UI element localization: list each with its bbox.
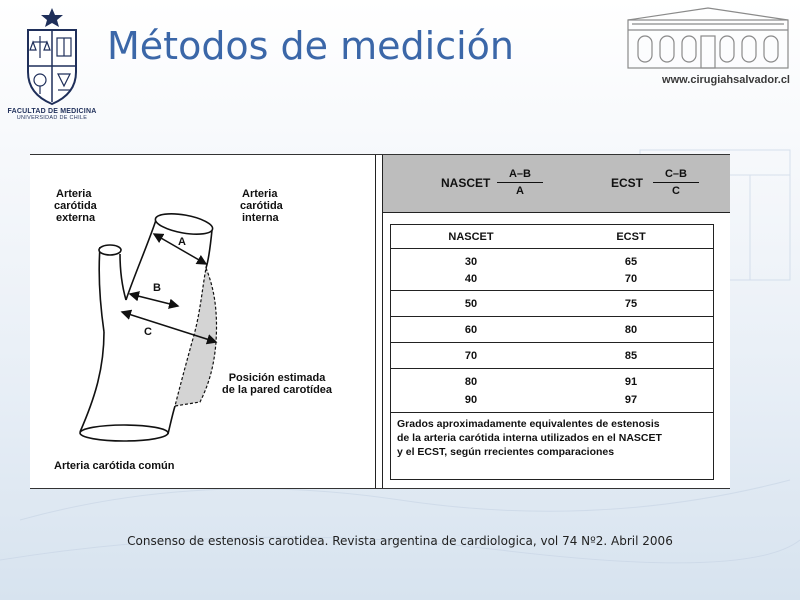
table-row	[391, 291, 713, 317]
common-carotid-artery	[80, 332, 104, 432]
cell-ecst: 97	[624, 394, 638, 406]
carotid-diagram	[30, 154, 376, 489]
citation-text: Consenso de estenosis carotidea. Revista argentina de cardiologica, vol 74 Nº2. Abril 2006	[127, 534, 673, 548]
cell-ecst: 85	[624, 350, 638, 362]
cell-nascet: 80	[464, 376, 478, 388]
university-crest-icon	[20, 6, 84, 106]
cell-nascet: 50	[464, 298, 478, 310]
letter-b: B	[153, 282, 161, 294]
caption-line1: Grados aproximadamente equivalentes de estenosis	[397, 418, 660, 430]
hospital-building-icon	[622, 6, 794, 70]
cell-ecst: 65	[624, 256, 638, 268]
external-carotid-artery	[99, 247, 104, 332]
website-link[interactable]: www.cirugiahsalvador.cl	[662, 74, 790, 86]
cell-nascet: 30	[464, 256, 478, 268]
nascet-fraction	[497, 166, 543, 199]
nascet-denominator: A	[516, 185, 524, 197]
slide-title: Métodos de medición	[107, 24, 514, 68]
ecst-denominator: C	[672, 185, 680, 197]
cell-ecst: 70	[624, 273, 638, 285]
cell-nascet: 90	[464, 394, 478, 406]
header-nascet: NASCET	[448, 231, 494, 243]
cell-nascet: 60	[464, 324, 478, 336]
measure-b-arrow	[130, 294, 178, 306]
letter-a: A	[178, 236, 186, 248]
equivalence-table	[390, 224, 714, 480]
table-caption	[397, 417, 709, 459]
label-wall-line2: de la pared carotídea	[222, 384, 333, 396]
table-row	[391, 369, 713, 413]
plaque-region	[175, 268, 217, 406]
cell-nascet: 70	[464, 350, 478, 362]
table-row	[391, 343, 713, 369]
table-row	[391, 249, 713, 291]
label-internal-line2: carótida	[240, 200, 283, 212]
label-common-carotid: Arteria carótida común	[54, 460, 175, 472]
ecst-numerator: C–B	[653, 166, 699, 183]
label-external-line3: externa	[56, 212, 96, 224]
label-internal-carotid	[240, 188, 283, 224]
letter-c: C	[144, 326, 152, 338]
ecst-formula-name: ECST	[611, 176, 644, 190]
faculty-name: FACULTAD DE MEDICINA	[7, 108, 97, 115]
equivalence-panel	[382, 154, 730, 489]
formula-band	[383, 154, 730, 213]
hospital-logo	[622, 6, 794, 86]
cell-ecst: 75	[624, 298, 638, 310]
label-external-line1: Arteria	[56, 188, 92, 200]
label-wall-line1: Posición estimada	[228, 372, 326, 384]
label-wall-position	[222, 372, 332, 396]
label-internal-line3: interna	[242, 212, 279, 224]
table-header	[391, 225, 713, 249]
nascet-numerator: A–B	[497, 166, 543, 183]
header-ecst: ECST	[616, 231, 646, 243]
figure-panel	[30, 154, 730, 489]
university-logo	[6, 6, 98, 136]
table-row	[391, 317, 713, 343]
cell-ecst: 91	[624, 376, 638, 388]
internal-carotid-artery	[126, 220, 156, 300]
ecst-fraction	[653, 166, 699, 199]
label-internal-line1: Arteria	[242, 188, 278, 200]
cell-ecst: 80	[624, 324, 638, 336]
caption-line3: y el ECST, según rrecientes comparaciones	[397, 446, 615, 458]
university-name: UNIVERSIDAD DE CHILE	[16, 115, 88, 121]
label-external-carotid	[54, 188, 97, 224]
label-external-line2: carótida	[54, 200, 97, 212]
nascet-formula-name: NASCET	[441, 176, 491, 190]
caption-line2: de la arteria carótida interna utilizados en el NASCET	[397, 432, 662, 444]
cell-nascet: 40	[464, 273, 478, 285]
